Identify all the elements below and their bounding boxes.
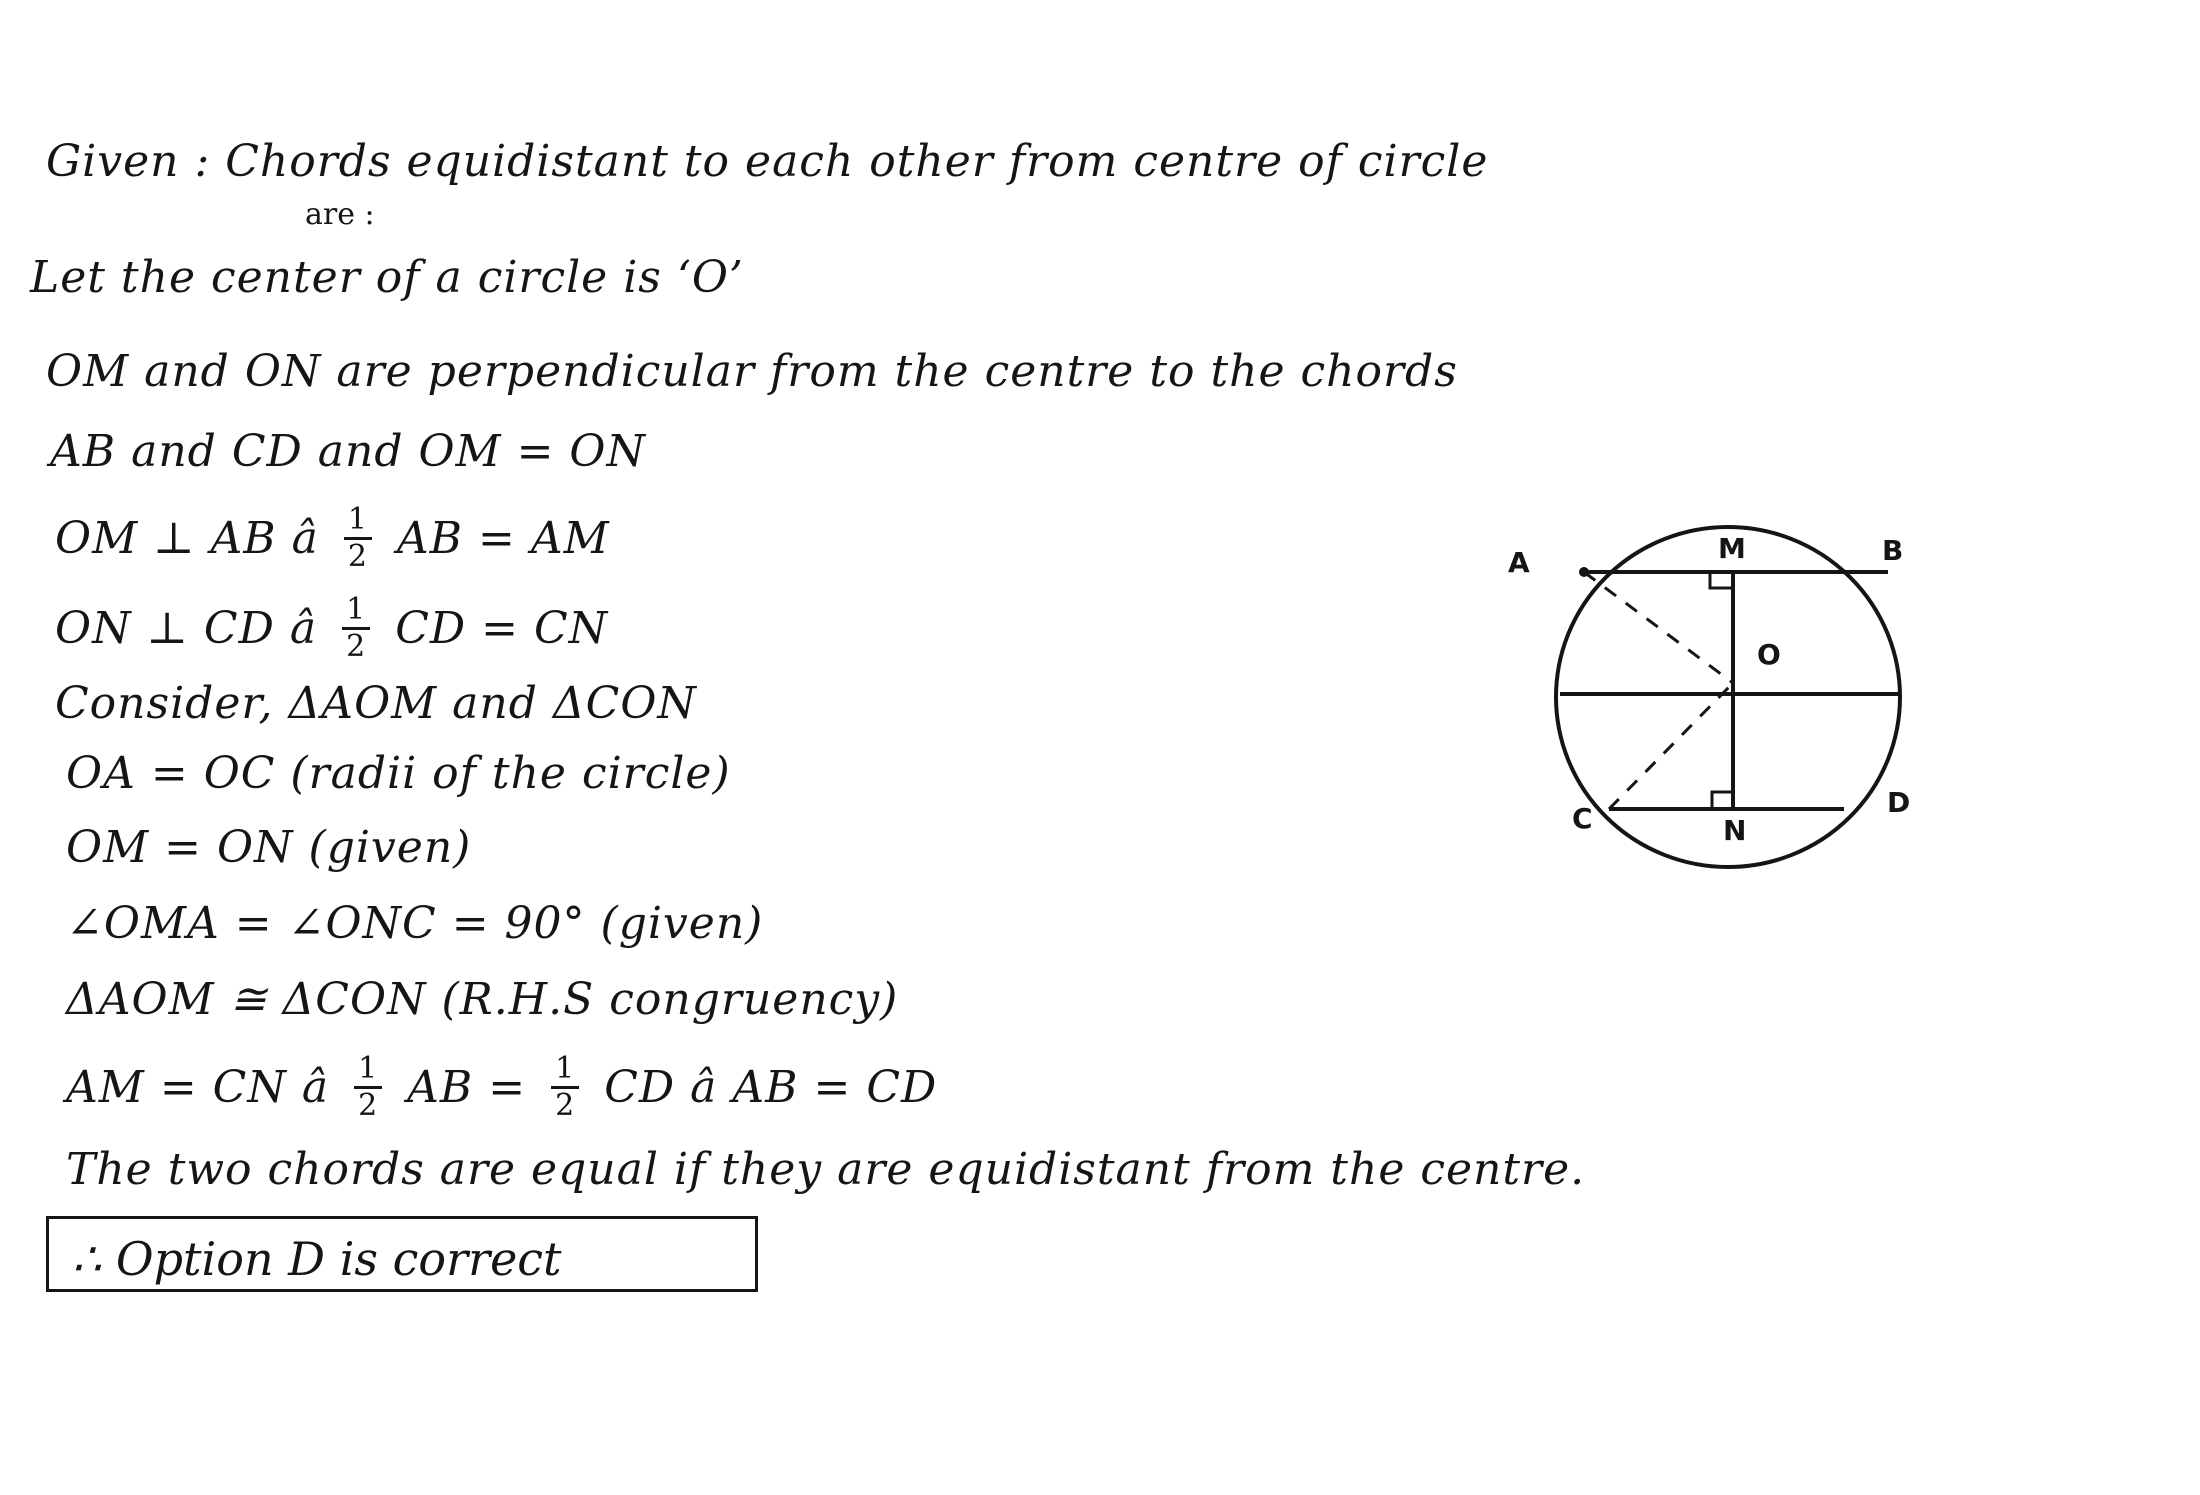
label-o: O	[1757, 638, 1781, 671]
radii-step: OA = OC (radii of the circle)	[66, 748, 731, 799]
half-fraction	[551, 1051, 579, 1123]
label-m: M	[1718, 532, 1746, 565]
fraction-numerator: 1	[344, 505, 372, 540]
right-angle-m	[1710, 572, 1733, 588]
answer-text: ∴ Option D is correct	[72, 1232, 562, 1286]
label-c: C	[1572, 802, 1593, 835]
fraction-denominator: 2	[347, 539, 368, 574]
equal-distance-statement: AB and CD and OM = ON	[50, 426, 647, 477]
fraction-denominator: 2	[555, 1088, 576, 1123]
given-line: Given : Chords equidistant to each other from centre of circle	[46, 136, 1489, 187]
chord-equality-middle: AB =	[407, 1061, 527, 1113]
perpendicular-statement: OM and ON are perpendicular from the centre to the chords	[46, 346, 1458, 397]
label-n: N	[1723, 814, 1747, 847]
given-line-continued: are :	[305, 197, 375, 232]
fraction-numerator: 1	[342, 595, 370, 630]
label-d: D	[1887, 786, 1911, 819]
given-distance-step: OM = ON (given)	[66, 822, 472, 873]
label-a: A	[1508, 546, 1530, 579]
fraction-denominator: 2	[358, 1088, 379, 1123]
om-perpendicular-line	[55, 502, 610, 574]
point-a	[1579, 567, 1589, 577]
consider-triangles: Consider, ΔAOM and ΔCON	[55, 678, 697, 729]
half-fraction	[342, 592, 370, 664]
on-perpendicular-result: CD = CN	[395, 602, 609, 654]
half-fraction	[354, 1051, 382, 1123]
on-perpendicular-text: ON ⊥ CD â	[55, 602, 318, 654]
om-perpendicular-result: AB = AM	[396, 512, 610, 564]
half-fraction	[344, 502, 372, 574]
chord-equality-line	[66, 1051, 938, 1123]
conclusion-line: The two chords are equal if they are equidistant from the centre.	[66, 1144, 1586, 1195]
circle-diagram	[1480, 500, 1950, 870]
label-b: B	[1882, 534, 1904, 567]
right-angle-n	[1712, 792, 1733, 809]
right-angle-step: ∠OMA = ∠ONC = 90° (given)	[66, 898, 764, 949]
fraction-numerator: 1	[354, 1054, 382, 1089]
on-perpendicular-line	[55, 592, 609, 664]
chord-equality-text: AM = CN â	[66, 1061, 330, 1113]
fraction-numerator: 1	[551, 1054, 579, 1089]
congruency-step: ΔAOM ≅ ΔCON (R.H.S congruency)	[66, 974, 899, 1025]
chord-equality-result: CD â AB = CD	[604, 1061, 938, 1113]
fraction-denominator: 2	[346, 629, 367, 664]
center-statement: Let the center of a circle is ‘O’	[30, 252, 744, 303]
om-perpendicular-text: OM ⊥ AB â	[55, 512, 319, 564]
radius-oc	[1609, 683, 1733, 809]
